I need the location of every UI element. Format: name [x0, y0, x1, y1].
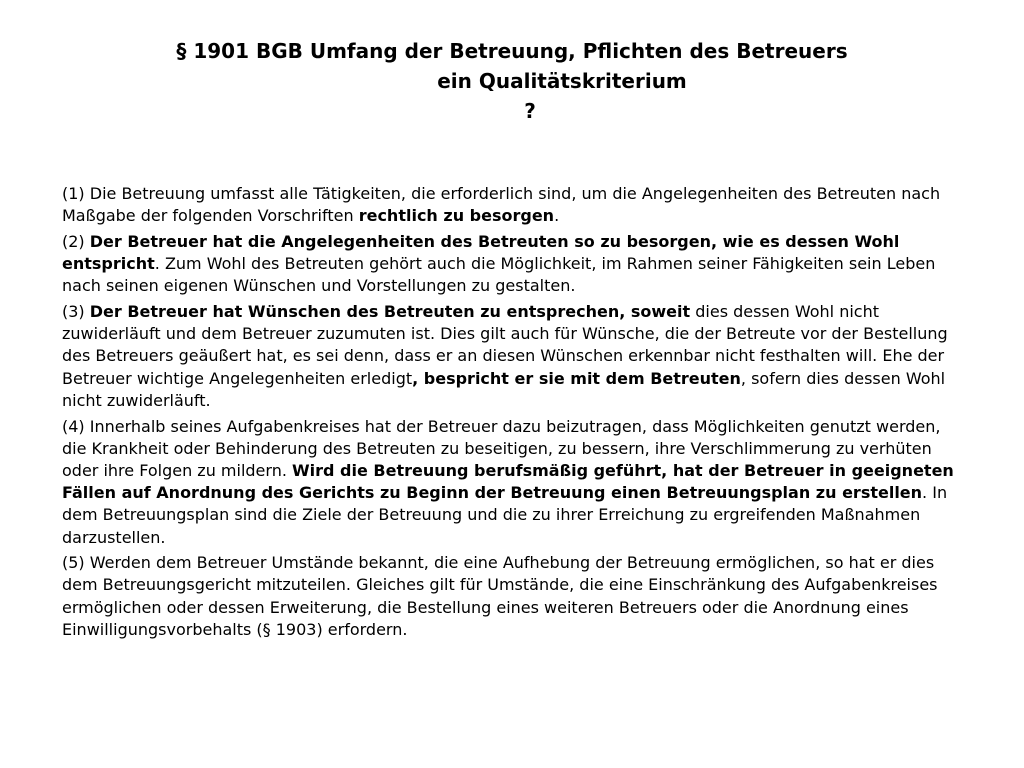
title-line-1: § 1901 BGB Umfang der Betreuung, Pflichten des Betreuers: [176, 39, 848, 63]
paragraph-text: (2): [62, 231, 90, 251]
paragraph-emphasis: Der Betreuer hat die Angelegenheiten des Betreuten so zu besorgen, wie es dessen Wohl entspricht: [62, 231, 900, 274]
paragraph-text: .: [554, 206, 560, 226]
paragraph-text: . Zum Wohl des Betreuten gehört auch die Möglichkeit, im Rahmen seiner Fähigkeiten sein Leben nach seinen eigenen Wünschen und Vorstellungen zu gestalten.: [62, 254, 936, 296]
paragraph-text: (4) Innerhalb seines Aufgabenkreises hat der Betreuer dazu beizutragen, dass Möglichkeiten genutzt werden, die Krankheit oder Behinderung des Betreuten zu beseitigen, zu bessern, ihre Verschlimmerung zu verhüten oder ihre Folgen zu mildern.: [62, 416, 941, 480]
paragraph-text: (5) Werden dem Betreuer Umstände bekannt, die eine Aufhebung der Betreuung ermöglichen, so hat er dies dem Betreuungsgericht mitzuteilen. Gleiches gilt für Umstände, die eine Einschränkung des Aufgabenkreises ermöglichen oder dessen Erweiterung, die Bestellung eines weiteren Betreuers oder die Anordnung eines Einwilligungsvorbehalts (§ 1903) erfordern.: [62, 553, 938, 639]
slide-body: [62, 183, 967, 645]
paragraph-emphasis: rechtlich zu besorgen: [358, 206, 555, 226]
paragraph-emphasis: Der Betreuer hat Wünschen des Betreuten zu entsprechen, soweit: [89, 302, 691, 322]
title-line-3: ?: [524, 99, 536, 123]
paragraph-2: [62, 231, 967, 298]
paragraph-text: , sofern dies dessen Wohl nicht zuwiderläuft.: [62, 368, 946, 410]
paragraph-1: [62, 183, 967, 227]
slide-title: [60, 36, 964, 126]
paragraph-text: . In dem Betreuungsplan sind die Ziele der Betreuung und die zu ihrer Erreichung zu ergreifenden Maßnahmen darzustellen.: [62, 483, 948, 547]
paragraph-4: [62, 416, 967, 549]
paragraph-5: [62, 552, 967, 641]
paragraph-text: (1) Die Betreuung umfasst alle Tätigkeiten, die erforderlich sind, um die Angelegenheiten des Betreuten nach Maßgabe der folgenden Vorschriften: [62, 184, 941, 226]
paragraph-emphasis: , bespricht er sie mit dem Betreuten: [412, 368, 741, 388]
paragraph-emphasis: Wird die Betreuung berufsmäßig geführt, hat der Betreuer in geeigneten Fällen auf Anordnung des Gerichts zu Beginn der Betreuung einen Betreuungsplan zu erstellen: [62, 460, 954, 503]
title-line-2: ein Qualitätskriterium: [437, 69, 687, 93]
paragraph-text: dies dessen Wohl nicht zuwiderläuft und dem Betreuer zuzumuten ist. Dies gilt auch für Wünsche, die der Betreute vor der Bestellung des Betreuers geäußert hat, es sei denn, dass er an diesen Wünschen erkennbar nicht festhalten will. Ehe der Betreuer wichtige Angelegenheiten erledigt: [62, 302, 948, 388]
paragraph-text: (3): [62, 302, 90, 322]
paragraph-3: [62, 301, 967, 412]
